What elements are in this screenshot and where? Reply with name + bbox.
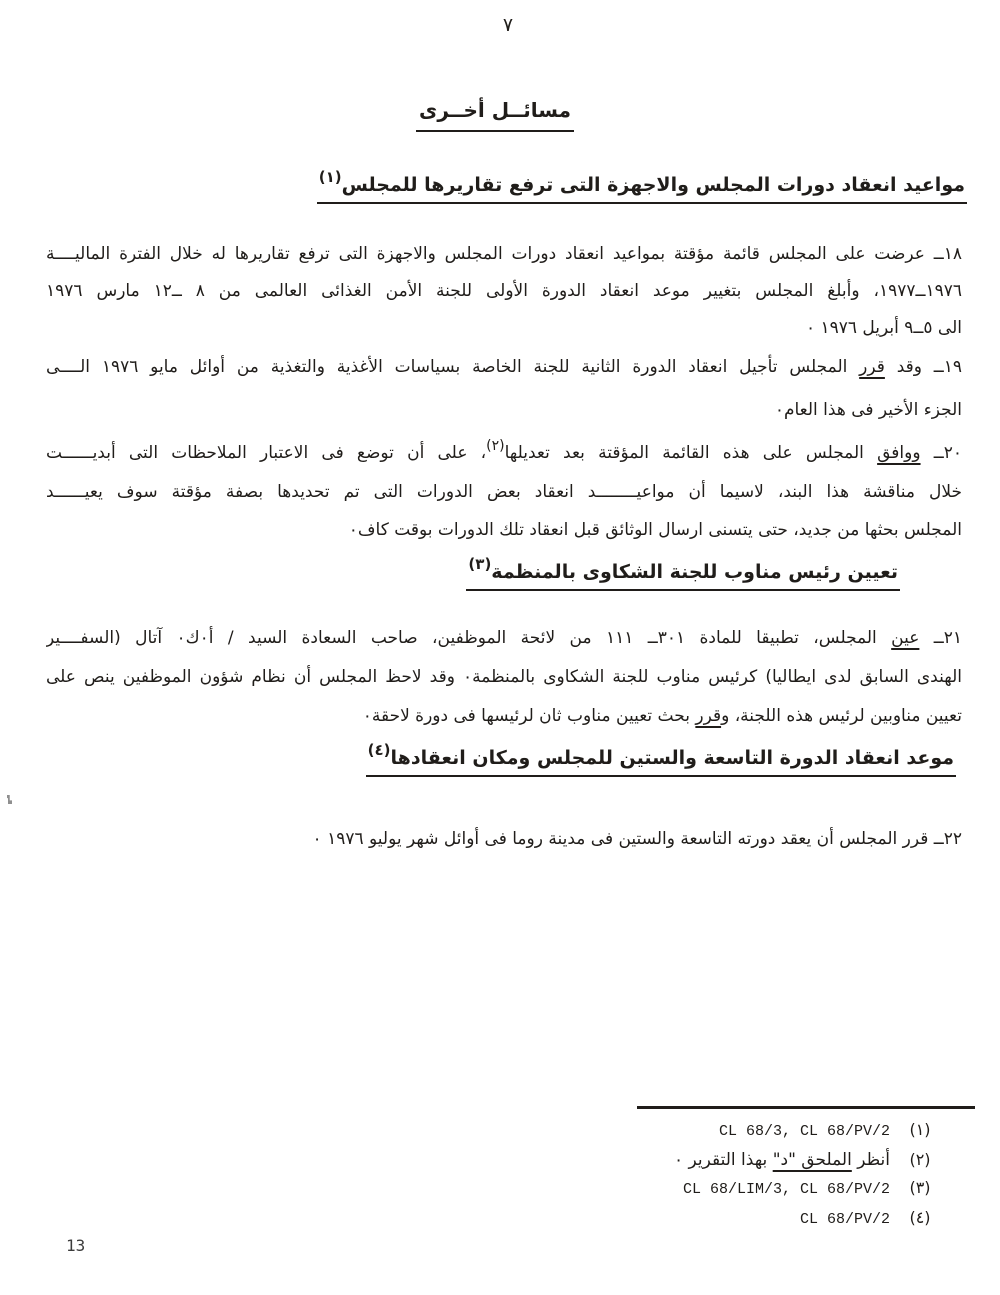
underlined-word: قرر: [695, 706, 722, 726]
paragraph-line: الجزء الأخير فى هذا العام٠: [774, 400, 962, 420]
paragraph-line: الهندى السابق لدى ايطاليا) كرئيس مناوب للجنة الشكاوى بالمنظمة٠ وقد لاحظ المجلس أن نظام شؤون الموظفين ينص على: [46, 667, 962, 687]
line-text: تعيين مناوبين لرئيس هذه اللجنة، و: [721, 706, 962, 726]
section-heading-text: مواعيد انعقاد دورات المجلس والاجهزة التى ترفع تقاريرها للمجلس: [341, 174, 965, 196]
footnote-text: CL 68/3, CL 68/PV/2: [718, 1123, 890, 1140]
paragraph-line: ١٩٧٦ــ١٩٧٧، وأبلغ المجلس بتغيير موعد انعقاد الدورة الأولى للجنة الأمن الغذائى العالمى من ٨ ــ١٢ مارس ١٩٧٦: [46, 281, 962, 301]
paragraph-line: ٢٢ــ قرر المجلس أن يعقد دورته التاسعة والستين فى مدينة روما فى أوائل شهر يوليو ١٩٧٦ ٠: [312, 829, 962, 849]
footnote-row: [674, 1146, 938, 1174]
footnote-marker: (٣): [909, 1178, 931, 1197]
scan-page-number: 13: [66, 1236, 86, 1255]
printed-page-number: ٧: [502, 14, 514, 36]
paragraph-20: [46, 434, 962, 549]
section-heading-alternate-chairman: [466, 555, 900, 591]
section-heading-session-dates: [317, 168, 967, 204]
underlined-word: ووافق: [877, 443, 921, 463]
footnote-text: بهذا التقرير ٠: [673, 1150, 773, 1170]
footnote-marker: (٤): [909, 1208, 931, 1227]
paragraph-line: خلال مناقشة هذا البند، لاسيما أن مواعيــــــــد انعقاد بعض الدورات التى تم تحديدها بصفة مؤقتة سوف يعيــــــد: [46, 482, 962, 502]
footnote-row: [674, 1204, 938, 1234]
line-text: ٢٠ــ: [920, 443, 962, 463]
line-text: ١٩ــ وقد: [884, 357, 962, 377]
footnote-marker: (١): [909, 1120, 931, 1139]
footnote-row: [674, 1116, 938, 1146]
footnote-reference-4: (٤): [367, 741, 391, 759]
footnote-text: CL 68/PV/2: [799, 1211, 890, 1228]
section-heading-text: موعد انعقاد الدورة التاسعة والستين للمجلس ومكان انعقادها: [390, 747, 954, 769]
underlined-word: الملحق "د": [772, 1150, 852, 1170]
footnote-row: [674, 1174, 938, 1204]
paragraph-18: [46, 236, 962, 347]
footnote-marker: (٢): [909, 1150, 931, 1169]
line-text: بحث تعيين مناوب ثان لرئيسها فى دورة لاحقة٠: [362, 706, 696, 726]
section-heading-text: تعيين رئيس مناوب للجنة الشكاوى بالمنظمة: [491, 561, 898, 583]
footnote-text: CL 68/LIM/3, CL 68/PV/2: [682, 1181, 890, 1198]
paragraph-line: الى ٥ــ٩ أبريل ١٩٧٦ ٠: [805, 318, 962, 338]
paragraph-line: [46, 434, 962, 473]
line-text: ، على أن توضع فى الاعتبار الملاحظات التى أبديــــــت: [46, 443, 487, 463]
line-text: المجلس على هذه القائمة المؤقتة بعد تعديلها: [504, 443, 878, 463]
scan-artifact: [7, 795, 12, 804]
document-title: مسائــل أخــرى: [416, 98, 574, 132]
footnote-separator-rule: [637, 1106, 975, 1109]
underlined-word: عين: [891, 628, 920, 648]
underlined-word: قرر: [859, 357, 885, 377]
line-text: المجلس، تطبيقا للمادة ٣٠١ــ ١١١ من لائحة الموظفين، صاحب السعادة السيد / أ٠ك٠ آتال (السفــــير: [46, 628, 892, 648]
paragraph-line: [46, 619, 962, 658]
footnote-reference-3: (٣): [468, 555, 492, 573]
footnote-reference-2: (٢): [486, 438, 505, 454]
line-text: المجلس تأجيل انعقاد الدورة الثانية للجنة الخاصة بسياسات الأغذية والتغذية من أوائل مايو ١٩٧٦ الــــى: [46, 357, 860, 377]
paragraph-line: المجلس بحثها من جديد، حتى يتسنى ارسال الوثائق قبل انعقاد تلك الدورات بوقت كاف٠: [348, 520, 962, 540]
line-text: ٢١ــ: [919, 628, 962, 648]
footnote-text: أنظر: [851, 1150, 890, 1170]
paragraph-line: ١٨ــ عرضت على المجلس قائمة مؤقتة بمواعيد انعقاد دورات المجلس والاجهزة التى ترفع تقاريرها له خلال الفترة الماليــــة: [46, 244, 962, 264]
footnote-reference-1: (١): [318, 168, 342, 186]
section-heading-next-session: [366, 741, 956, 777]
paragraph-21: [46, 619, 962, 736]
footnotes-block: [674, 1116, 938, 1234]
paragraph-line: [46, 697, 962, 736]
paragraph-19: [46, 346, 962, 432]
paragraph-line: [46, 346, 962, 389]
paragraph-22: [46, 824, 962, 854]
